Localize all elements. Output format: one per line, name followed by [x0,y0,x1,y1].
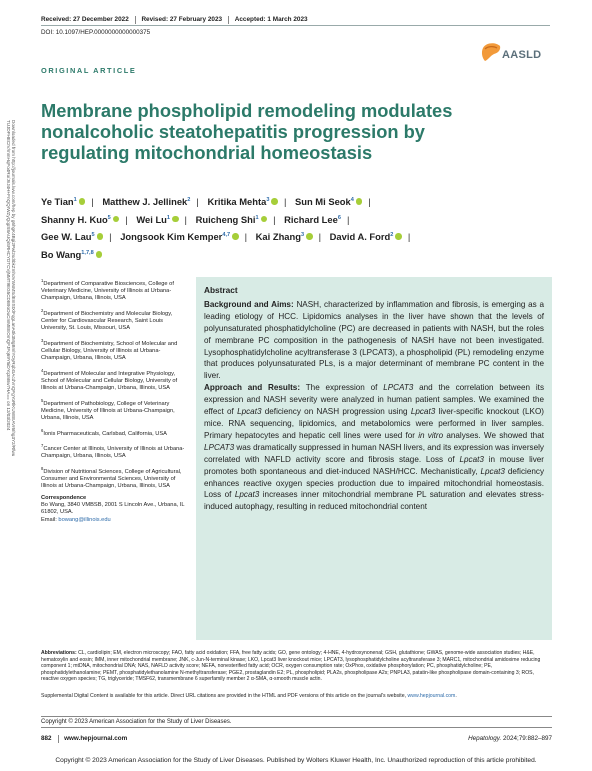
abstract-approach: Approach and Results: The expression of LPCAT3 and the correlation between its expression and NASH severity were analyzed in human patient samples. We examined the effect of Lpcat3 deficiency on NASH progression using Lpcat3 liver-specific knockout (LKO) mice. RNA sequencing, lipidomics, and metabolomics were performed in liver samples. Primary hepatocytes and hepatic cell lines were used for in vitro analyses. We showed that LPCAT3 was dramatically suppressed in human NASH livers, and its expression was inversely correlated with NAFLD activity score and fibrosis stage. Loss of Lpcat3 in mouse liver promotes both spontaneous and diet-induced NASH/HCC. Mechanistically, Lpcat3 deficiency enhances reactive oxygen species production due to impaired mitochondrial homeostasis. Loss of Lpcat3 increases inner mitochondrial membrane PL saturation and elevates stress-induced autophagy, resulting in reduced mitochondrial content [204,383,545,512]
orcid-icon[interactable] [79,198,86,205]
orcid-icon[interactable] [96,251,103,258]
author: Gee W. Lau$^5$ [41,231,103,242]
author: Shanny H. Kuo$^5$ [41,214,119,225]
revised-date: Revised: 27 February 2023 [141,16,223,23]
date-line [41,16,550,26]
abstract-background: Background and Aims: NASH, characterized by inflammation and fibrosis, is emerging as a leading etiology of HCC. Lipidomics analyses in the liver have shown that the levels of polyunsaturated phosphatidylcholine (PC) are decreased in patients with NASH, but the roles of membrane PC composition in the pathogenesis of NASH have not been investigated. Lysophosphatidylcholine acyltransferase 3 (LPCAT3), a phospholipid (PL) remodeling enzyme that produces polyunsaturated PLs, is a major determinant of membrane PC content in the liver. [204,299,544,381]
abstract-box [196,277,552,640]
author: Wei Lu$^1$ [136,214,178,225]
orcid-icon[interactable] [261,216,268,223]
orcid-icon[interactable] [172,216,179,223]
author: Kai Zhang$^3$ [256,231,313,242]
affiliation: $^4$Department of Molecular and Integrative Physiology, School of Molecular and Cellular Biology, University of Illinois at Urbana-Champaign, Urbana, Illinois, USA [41,367,178,392]
correspondence-heading: Correspondence [41,494,87,501]
orcid-icon[interactable] [306,233,313,240]
affiliation: $^2$Department of Biochemistry and Molecular Biology, Center for Cardiovascular Research, Saint Louis University, St. Louis, Missouri, USA [41,307,173,332]
affiliation: $^5$Department of Pathobiology, College of Veterinary Medicine, University of Illinois at Urbana-Champaign, Urbana, Illinois, USA [41,397,175,422]
copyright-line: Copyright © 2023 American Association for the Study of Liver Diseases. [41,716,552,728]
orcid-icon[interactable] [356,198,363,205]
logo-text: AASLD [502,49,542,61]
orcid-icon[interactable] [97,233,104,240]
article-type: ORIGINAL ARTICLE [41,66,137,75]
affiliation: $^8$Division of Nutritional Sciences, College of Agricultural, Consumer and Environmental Sciences, University of Illinois at Urbana-Champaign, Urbana, Illinois, USA [41,465,182,490]
email-link[interactable]: bowang@illinois.edu [58,516,111,523]
page-title: Membrane phospholipid remodeling modulates nonalcoholic steatohepatitis progression by regulating mitochondrial homeostasis [41,100,453,163]
correspondence-email: Email: bowang@illinois.edu [41,516,111,523]
page-number: 882 [41,735,52,742]
author: Matthew J. Jellinek$^2$ [102,196,191,207]
orcid-icon[interactable] [395,233,402,240]
orcid-icon[interactable] [271,198,278,205]
affiliations [41,277,186,524]
author: Kritika Mehta$^3$ [207,196,278,207]
article-header [41,16,550,36]
accepted-date: Accepted: 1 March 2023 [234,16,308,23]
affiliation: $^6$Ionis Pharmaceuticals, Carlsbad, California, USA [41,427,167,437]
author: Jongsook Kim Kemper$^{4,7}$ [120,231,238,242]
divider [228,16,229,24]
orcid-icon[interactable] [113,216,120,223]
author: David A. Ford$^2$ [330,231,402,242]
received-date: Received: 27 December 2022 [41,16,129,23]
affiliation: $^3$Department of Biochemistry, School of Molecular and Cellular Biology, University of Illinois at Urbana-Champaign, Urbana, Illinois, USA [41,337,178,362]
journal-citation: Hepatology. 2024;79:882–897 [468,735,552,742]
author-list: Ye Tian$^1$ | Matthew J. Jellinek$^2$ | Kritika Mehta$^3$ | Sun Mi Seok$^4$ | Shanny H. Kuo$^5$ | Wei Lu$^1$ | Ruicheng Shi$^1$ | Richard Lee$^6$ | Gee W. Lau$^5$ | Jongsook Kim Kemper$^{4,7}$ | Kai Zhang$^3$ | David A. Ford$^2$ | Bo Wang$^{1,7,8}$ [41,196,411,260]
author: Ye Tian$^1$ [41,196,85,207]
watermark-text: Downloaded from http://journals.lww.com/hep by g6hgK4Bgi2Pwl2sdIbkZmhoVWsMSdEnIStXlFqgLanA0k3MgBmlYOyRqbGAcdVnQFgYoRlKUnEEAVr6Ihg3Y2/Rfwu TUJDFHECIV/mmHqFo4Ro/JnJ4H+FnQQrWZyQqpS8AUQiSRHCYDTCVjNMT9EG5CDB9oOuCmMEEOmQFJFq69Y5iDYq3nBw7HA== on 12/03/2024 [5,120,16,457]
page-footer [41,735,552,743]
correspondence-address: Bo Wang, 3840 VMBSB, 2001 S Lincoln Ave., Urbana, IL 61802, USA. [41,502,185,516]
doi[interactable]: DOI: 10.1097/HEP.0000000000000375 [41,29,151,36]
affiliation: $^1$Department of Comparative Biosciences, College of Veterinary Medicine, University of Illinois at Urbana-Champaign, Urbana, Illinois, USA [41,278,174,302]
author: Bo Wang$^{1,7,8}$ [41,249,102,260]
orcid-icon[interactable] [232,233,239,240]
aasld-logo [480,40,550,66]
abstract-heading: Abstract [204,285,238,295]
footer-url[interactable]: www.hepjournal.com [64,735,128,742]
journal-link[interactable]: www.hepjournal.com [407,693,456,699]
divider [58,735,59,743]
abbreviations: Abbreviations: CL, cardiolipin; EM, electron microscopy; FAO, fatty acid oxidation; FFA, free fatty acids; GO, gene ontology; 4-HNE, 4-hydroxynonenal; GSH, glutathione; GWAS, genome-wide association studies; H&E, hematoxylin and eosin; IMM, inner mitochondrial membrane; JNK, c-Jun-N-terminal kinase; LKO, Lpcat3 liver knockout mice; LPCAT3, lysophosphatidylcholine acyltransferase 3; MARC1, mitochondrial amidoxime reducing component 1; mtDNA, mitochondrial DNA; NAS, NAFLD activity score; NEFA, nonesterified fatty acid; OCR, oxygen consumption rate; OxPhos, oxidative phosphorylation; PC, phosphatidylcholine; PE, phosphatidylethanolamine; PEMT, phosphatidylethanolamine N-methyltransferase; PGE2, prostaglandin E2; PL, phospholipid; PLA2s, phospholipase A2s; PNPLA3, patatin-like phospholipase domain-containing 3; ROS, reactive oxygen species; TG, triglyceride; TMSF62, transmembrane 6 superfamily member 2 α-SMA, α-smooth muscle actin. [41,650,541,683]
download-watermark [4,120,28,500]
affiliation: $^7$Cancer Center at Illinois, University of Illinois at Urbana-Champaign, Urbana, Illinois, USA [41,443,185,460]
supplemental-note: Supplemental Digital Content is available for this article. Direct URL citations are provided in the HTML and PDF versions of this article on the journal's website, www.hepjournal.com. [41,693,457,699]
author: Sun Mi Seok$^4$ [295,196,362,207]
author: Ruicheng Shi$^1$ [196,214,268,225]
liver-icon [480,40,502,64]
bottom-notice: Copyright © 2023 American Association for the Study of Liver Diseases. Published by Wolters Kluwer Health, Inc. Unauthorized reproduction of this article prohibited. [55,757,537,764]
author: Richard Lee$^6$ [284,213,341,225]
divider [135,16,136,24]
